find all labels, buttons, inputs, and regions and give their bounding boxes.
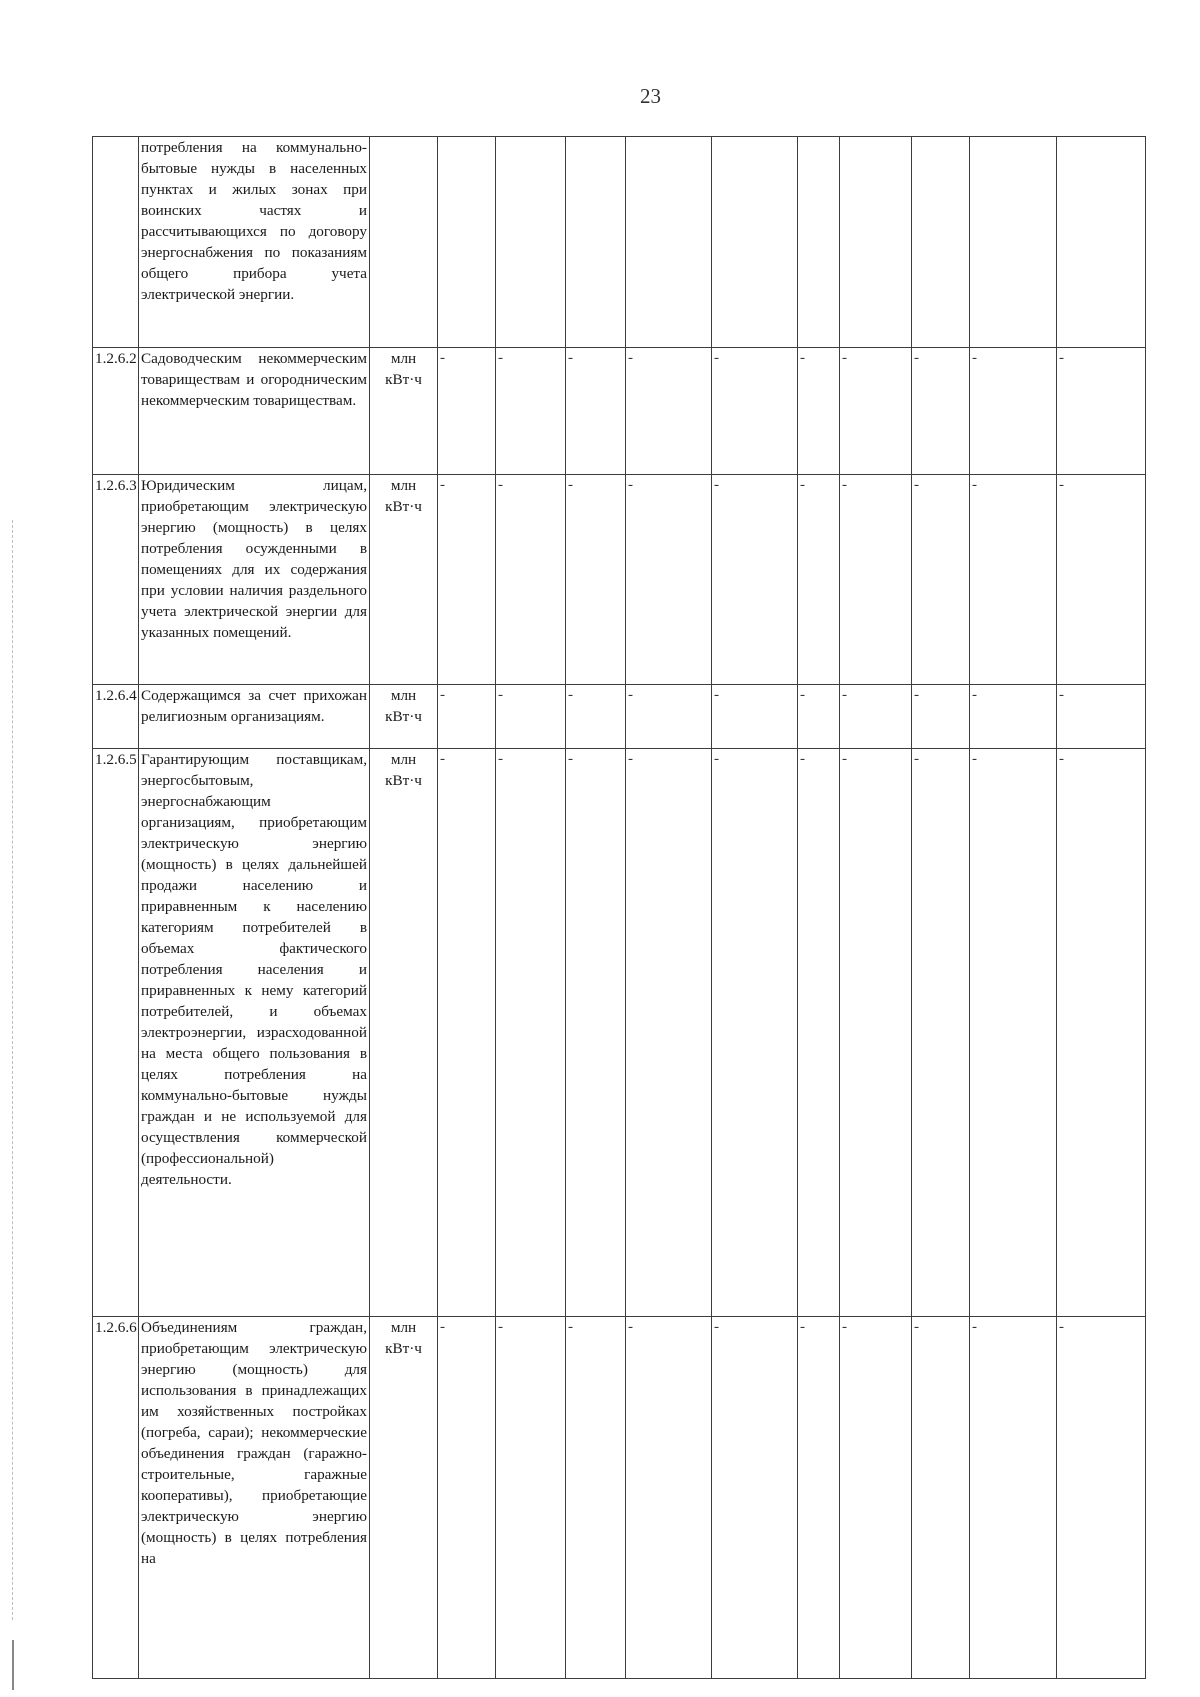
row-description-cell: потребления на коммунально-бытовые нужды в населенных пунктах и жилых зонах при воинских частях и рассчитывающихся по договору энергоснабжения по показаниям общего прибора учета электрической энергии.: [139, 137, 370, 348]
row-value-cell: -: [970, 475, 1057, 685]
row-value-cell: -: [1057, 348, 1146, 475]
page-number: 23: [640, 84, 661, 108]
row-value-cell: -: [840, 475, 912, 685]
row-value-cell: [712, 137, 798, 348]
row-value-cell: -: [626, 348, 712, 475]
row-value-cell: -: [840, 1317, 912, 1679]
row-value-cell: -: [970, 1317, 1057, 1679]
row-unit-cell: млн кВт·ч: [370, 749, 438, 1317]
row-number-cell: 1.2.6.6: [93, 1317, 139, 1679]
row-value-cell: -: [798, 749, 840, 1317]
row-value-cell: -: [912, 749, 970, 1317]
row-value-cell: -: [798, 475, 840, 685]
table-row: [93, 1317, 1146, 1679]
row-value-cell: -: [912, 475, 970, 685]
row-unit-cell: млн кВт·ч: [370, 348, 438, 475]
row-value-cell: -: [912, 1317, 970, 1679]
row-value-cell: [566, 137, 626, 348]
table-row: [93, 685, 1146, 749]
row-value-cell: [438, 137, 496, 348]
row-value-cell: -: [970, 348, 1057, 475]
row-number-cell: [93, 137, 139, 348]
tariff-table: [92, 136, 1146, 1679]
row-value-cell: -: [970, 749, 1057, 1317]
row-unit-cell: млн кВт·ч: [370, 685, 438, 749]
row-description-cell: Садоводческим некоммерческим товариществам и огородническим некоммерческим товариществам.: [139, 348, 370, 475]
row-value-cell: -: [1057, 1317, 1146, 1679]
row-value-cell: -: [496, 348, 566, 475]
row-value-cell: -: [798, 685, 840, 749]
row-value-cell: -: [626, 685, 712, 749]
row-description-cell: Содержащимся за счет прихожан религиозным организациям.: [139, 685, 370, 749]
table-row: [93, 749, 1146, 1317]
row-value-cell: -: [798, 348, 840, 475]
table-row: [93, 475, 1146, 685]
row-description-cell: Объединениям граждан, приобретающим электрическую энергию (мощность) для использования в принадлежащих им хозяйственных постройках (погреба, сараи); некоммерческие объединения граждан (гаражно-строительные, гаражные кооперативы), приобретающие электрическую энергию (мощность) в целях потребления на: [139, 1317, 370, 1679]
row-value-cell: -: [912, 685, 970, 749]
row-value-cell: -: [798, 1317, 840, 1679]
table-row: [93, 137, 1146, 348]
row-number-cell: 1.2.6.3: [93, 475, 139, 685]
row-value-cell: -: [840, 749, 912, 1317]
row-value-cell: -: [912, 348, 970, 475]
row-value-cell: [496, 137, 566, 348]
row-value-cell: -: [438, 348, 496, 475]
row-value-cell: [970, 137, 1057, 348]
row-number-cell: 1.2.6.4: [93, 685, 139, 749]
row-value-cell: -: [712, 348, 798, 475]
row-value-cell: -: [438, 749, 496, 1317]
table-body: [93, 137, 1146, 1679]
row-value-cell: [840, 137, 912, 348]
row-value-cell: -: [566, 475, 626, 685]
row-value-cell: -: [626, 1317, 712, 1679]
margin-binding-dashes: [12, 520, 15, 1620]
row-value-cell: -: [626, 475, 712, 685]
row-number-cell: 1.2.6.5: [93, 749, 139, 1317]
row-unit-cell: [370, 137, 438, 348]
row-value-cell: -: [566, 685, 626, 749]
row-value-cell: -: [566, 749, 626, 1317]
row-value-cell: -: [1057, 749, 1146, 1317]
row-value-cell: [798, 137, 840, 348]
row-value-cell: -: [1057, 685, 1146, 749]
row-value-cell: -: [496, 1317, 566, 1679]
row-value-cell: -: [840, 685, 912, 749]
row-description-cell: Гарантирующим поставщикам, энергосбытовым, энергоснабжающим организациям, приобретающим электрическую энергию (мощность) в целях дальнейшей продажи населению и приравненным к населению категориям потребителей в объемах фактического потребления населения и приравненных к нему категорий потребителей, и объемах электроэнергии, израсходованной на места общего пользования в целях потребления на коммунально-бытовые нужды граждан и не используемой для осуществления коммерческой (профессиональной) деятельности.: [139, 749, 370, 1317]
row-value-cell: [1057, 137, 1146, 348]
row-description-cell: Юридическим лицам, приобретающим электрическую энергию (мощность) в целях потребления осужденными в помещениях для их содержания при условии наличия раздельного учета электрической энергии для указанных помещений.: [139, 475, 370, 685]
row-unit-cell: млн кВт·ч: [370, 1317, 438, 1679]
table-row: [93, 348, 1146, 475]
row-value-cell: -: [712, 1317, 798, 1679]
row-value-cell: -: [712, 475, 798, 685]
row-value-cell: -: [1057, 475, 1146, 685]
row-value-cell: -: [496, 685, 566, 749]
row-value-cell: -: [970, 685, 1057, 749]
row-value-cell: -: [438, 685, 496, 749]
row-value-cell: -: [712, 685, 798, 749]
margin-binding-mark: [12, 1640, 14, 1690]
row-value-cell: -: [438, 475, 496, 685]
row-value-cell: -: [496, 749, 566, 1317]
row-value-cell: -: [626, 749, 712, 1317]
row-value-cell: [626, 137, 712, 348]
row-value-cell: [912, 137, 970, 348]
row-value-cell: -: [496, 475, 566, 685]
row-value-cell: -: [566, 1317, 626, 1679]
row-value-cell: -: [438, 1317, 496, 1679]
row-number-cell: 1.2.6.2: [93, 348, 139, 475]
row-value-cell: -: [566, 348, 626, 475]
row-value-cell: -: [840, 348, 912, 475]
row-value-cell: -: [712, 749, 798, 1317]
row-unit-cell: млн кВт·ч: [370, 475, 438, 685]
